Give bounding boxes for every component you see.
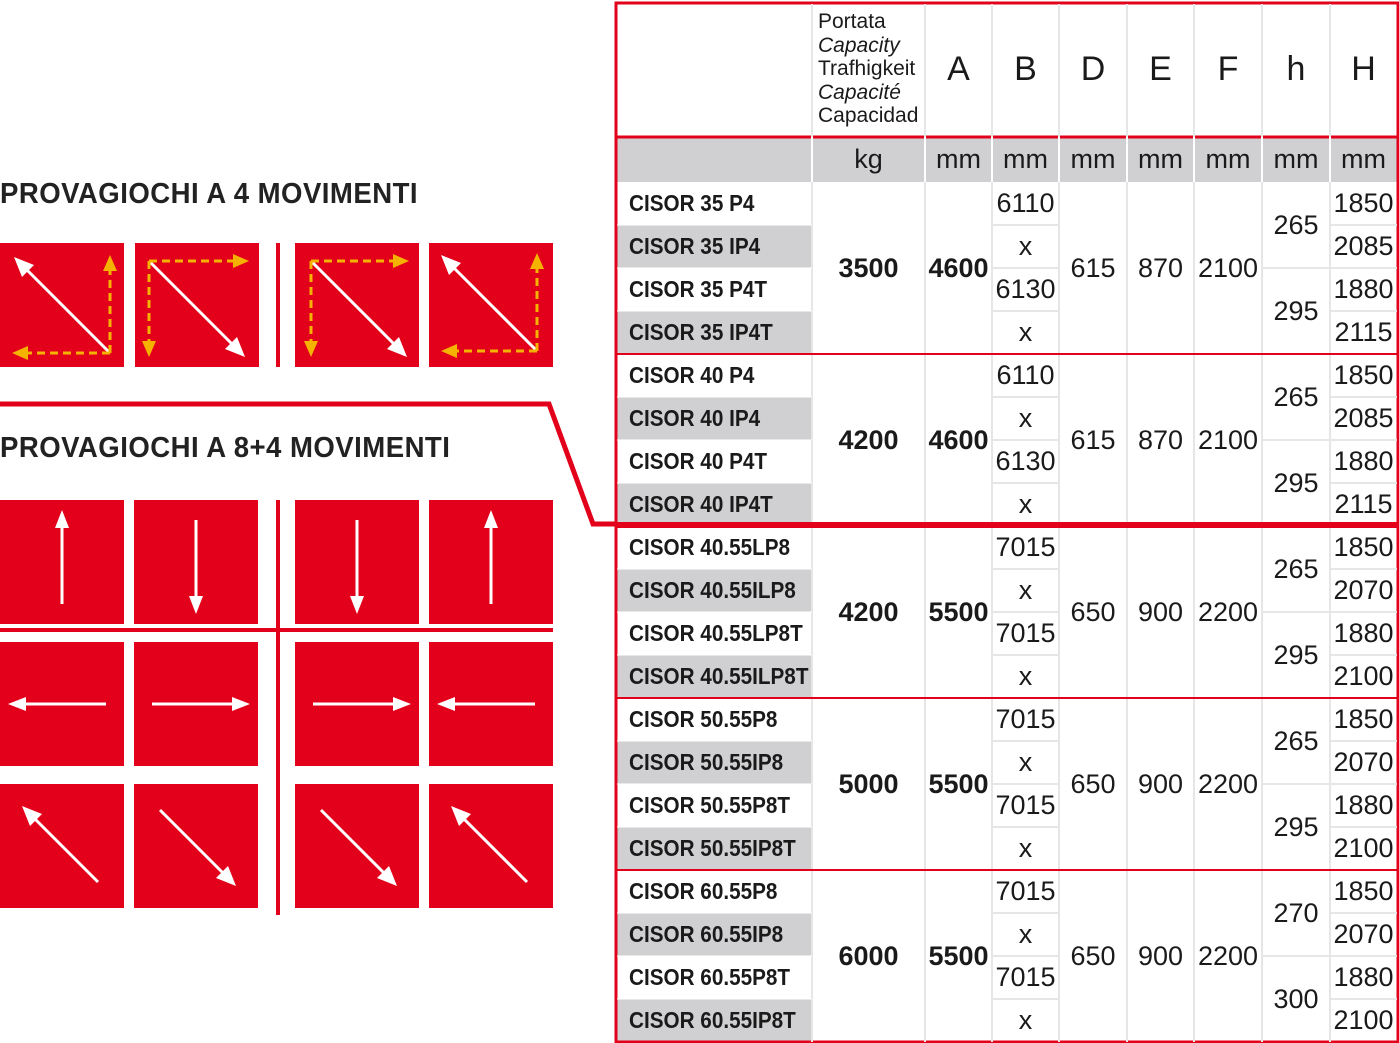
column-header-D: D (1080, 50, 1106, 88)
model-name: CISOR 50.55P8 (629, 706, 778, 732)
f-value: 2100 (1197, 424, 1259, 455)
H-value: 2100 (1333, 661, 1394, 691)
capacity-value: 6000 (838, 940, 899, 971)
h-value: 300 (1273, 983, 1319, 1014)
H-value: 1880 (1333, 274, 1394, 304)
b-value: x (1018, 575, 1033, 605)
model-name: CISOR 60.55P8 (629, 878, 778, 904)
H-value: 2070 (1333, 575, 1394, 605)
column-header-h: h (1286, 50, 1306, 88)
H-value: 2115 (1334, 317, 1393, 347)
b-value: 7015 (995, 876, 1056, 906)
model-name: CISOR 35 P4T (629, 276, 768, 302)
capacity-label-line: Capacité (818, 80, 901, 104)
f-value: 2200 (1197, 768, 1259, 799)
d-value: 650 (1070, 768, 1116, 799)
e-value: 870 (1137, 252, 1184, 283)
a-value: 4600 (928, 424, 989, 455)
b-value: 7015 (995, 532, 1056, 562)
h-value: 270 (1273, 897, 1319, 928)
h-value: 295 (1273, 467, 1319, 498)
h-value: 265 (1273, 725, 1319, 756)
capacity-value: 5000 (838, 768, 899, 799)
H-value: 2115 (1334, 489, 1393, 519)
capacity-label-line: Capacidad (818, 104, 919, 127)
unit-label: mm (1138, 144, 1183, 174)
b-value: 6130 (995, 274, 1056, 304)
model-name: CISOR 35 IP4T (629, 319, 773, 345)
b-value: x (1018, 489, 1033, 519)
model-name: CISOR 50.55IP8 (629, 749, 784, 775)
heading-4-movements: PROVAGIOCHI A 4 MOVIMENTI (0, 178, 419, 210)
heading-8-4-movements: PROVAGIOCHI A 8+4 MOVIMENTI (0, 432, 451, 464)
b-value: x (1018, 1005, 1033, 1035)
h-value: 265 (1273, 381, 1319, 412)
model-name: CISOR 60.55P8T (629, 964, 791, 990)
a-value: 5500 (928, 596, 989, 627)
unit-label: mm (1341, 144, 1386, 174)
H-value: 2100 (1333, 833, 1394, 863)
b-value: 6110 (996, 188, 1055, 218)
b-value: 7015 (995, 618, 1056, 648)
d-value: 615 (1070, 252, 1116, 283)
b-value: x (1018, 403, 1033, 433)
b-value: x (1018, 747, 1033, 777)
b-value: 7015 (995, 704, 1056, 734)
unit-label: mm (1070, 144, 1116, 174)
model-name: CISOR 60.55IP8 (629, 921, 784, 947)
a-value: 5500 (928, 940, 989, 971)
d-value: 650 (1070, 940, 1116, 971)
H-value: 1880 (1333, 618, 1394, 648)
H-value: 2070 (1333, 747, 1394, 777)
unit-label: mm (1003, 144, 1048, 174)
H-value: 1850 (1333, 532, 1394, 562)
model-name: CISOR 40 IP4 (629, 405, 761, 431)
capacity-label-line: Trafhigkeit (818, 57, 916, 80)
model-name: CISOR 50.55IP8T (629, 835, 796, 861)
b-value: x (1018, 231, 1033, 261)
b-value: 7015 (995, 790, 1056, 820)
b-value: 6130 (995, 446, 1056, 476)
column-header-F: F (1217, 50, 1239, 88)
h-value: 265 (1273, 209, 1319, 240)
H-value: 1850 (1333, 360, 1394, 390)
model-name: CISOR 35 IP4 (629, 233, 761, 259)
f-value: 2200 (1197, 596, 1259, 627)
column-header-E: E (1149, 50, 1172, 88)
model-name: CISOR 35 P4 (629, 190, 755, 216)
H-value: 1850 (1333, 876, 1394, 906)
e-value: 900 (1137, 768, 1184, 799)
H-value: 1880 (1333, 962, 1394, 992)
model-name: CISOR 40.55ILP8T (629, 663, 809, 689)
column-header-B: B (1014, 50, 1037, 88)
model-name: CISOR 40 P4T (629, 448, 768, 474)
model-name: CISOR 40.55ILP8 (629, 577, 796, 603)
H-value: 1850 (1333, 188, 1394, 218)
column-header-H: H (1351, 50, 1376, 88)
H-value: 2085 (1333, 231, 1394, 261)
capacity-label-line: Portata (818, 10, 886, 33)
capacity-multilingual-label (818, 10, 918, 128)
b-value: x (1018, 833, 1033, 863)
model-name: CISOR 40.55LP8 (629, 534, 791, 560)
unit-label: mm (1205, 144, 1251, 174)
d-value: 615 (1070, 424, 1116, 455)
b-value: 6110 (996, 360, 1055, 390)
model-name: CISOR 40 P4 (629, 362, 755, 388)
a-value: 5500 (928, 768, 989, 799)
e-value: 870 (1137, 424, 1184, 455)
unit-label: kg (854, 144, 883, 174)
b-value: x (1018, 317, 1033, 347)
h-value: 265 (1273, 553, 1319, 584)
model-name: CISOR 40 IP4T (629, 491, 773, 517)
H-value: 1880 (1333, 790, 1394, 820)
f-value: 2100 (1197, 252, 1259, 283)
capacity-value: 4200 (838, 424, 899, 455)
H-value: 1880 (1333, 446, 1394, 476)
e-value: 900 (1137, 940, 1184, 971)
section-bracket-line (0, 404, 617, 524)
a-value: 4600 (928, 252, 989, 283)
H-value: 2085 (1333, 403, 1394, 433)
capacity-value: 4200 (838, 596, 899, 627)
h-value: 295 (1273, 295, 1319, 326)
b-value: 7015 (995, 962, 1056, 992)
column-header-A: A (947, 50, 970, 88)
unit-label: mm (1273, 144, 1319, 174)
b-value: x (1018, 919, 1033, 949)
H-value: 2070 (1333, 919, 1394, 949)
d-value: 650 (1070, 596, 1116, 627)
e-value: 900 (1137, 596, 1184, 627)
unit-label: mm (936, 144, 981, 174)
H-value: 1850 (1333, 704, 1394, 734)
b-value: x (1018, 661, 1033, 691)
h-value: 295 (1273, 639, 1319, 670)
capacity-label-line: Capacity (818, 33, 900, 57)
H-value: 2100 (1333, 1005, 1394, 1035)
model-name: CISOR 40.55LP8T (629, 620, 803, 646)
capacity-value: 3500 (838, 252, 899, 283)
model-name: CISOR 60.55IP8T (629, 1007, 796, 1033)
f-value: 2200 (1197, 940, 1259, 971)
h-value: 295 (1273, 811, 1319, 842)
model-name: CISOR 50.55P8T (629, 792, 791, 818)
